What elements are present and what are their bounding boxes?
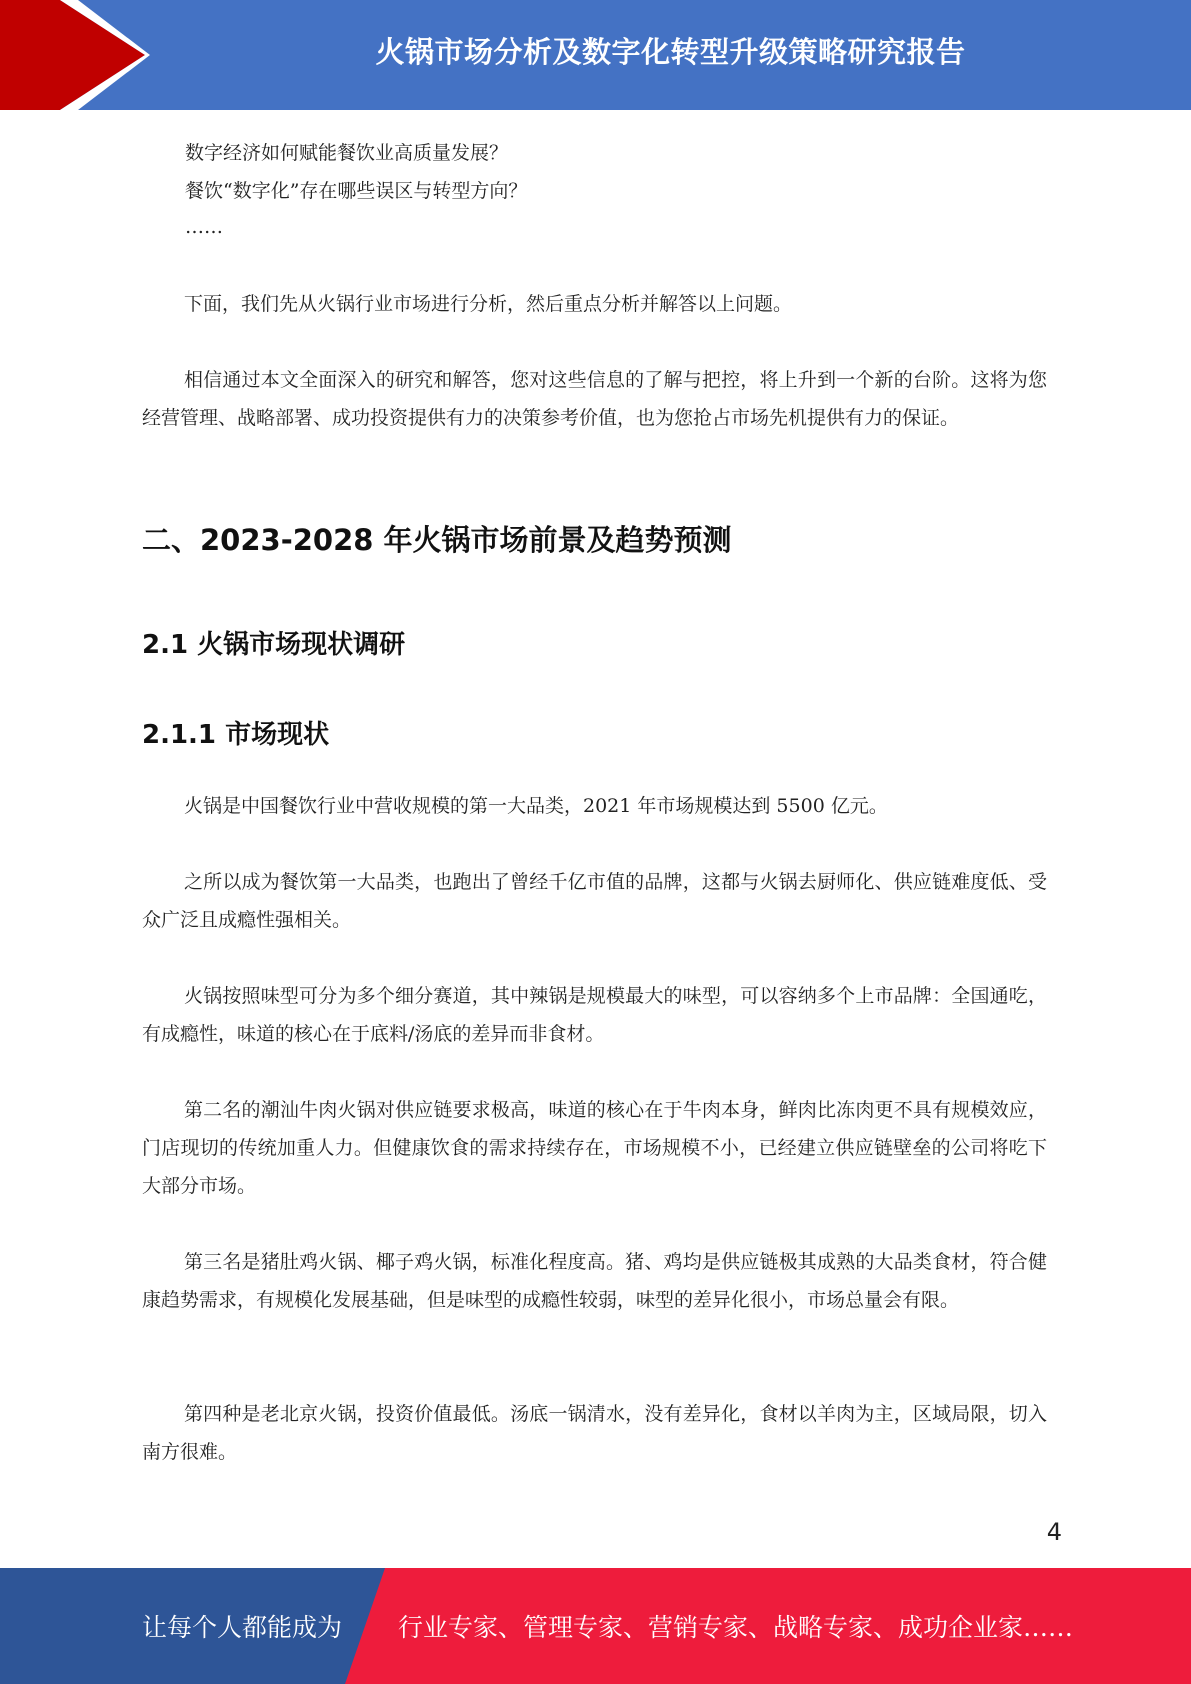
footer-slogan-left: 让每个人都能成为	[142, 1613, 343, 1642]
footer-slogan-right: 行业专家、管理专家、营销专家、战略专家、成功企业家……	[398, 1613, 1074, 1642]
header-title: 火锅市场分析及数字化转型升级策略研究报告	[375, 34, 966, 69]
intro-question-2: 餐饮“数字化”存在哪些误区与转型方向？	[185, 180, 528, 202]
intro-question-1: 数字经济如何赋能餐饮业高质量发展？	[185, 142, 509, 164]
body-paragraph-4: 第二名的潮汕牛肉火锅对供应链要求极高，味道的核心在于牛肉本身，鲜肉比冻肉更不具有规模效应，门店现切的传统加重人力。但健康饮食的需求持续存在，市场规模不小，已经建立供应链壁垒的公司将吃下大部分市场。	[142, 1099, 1047, 1197]
page-header	[0, 0, 1191, 110]
body-paragraph-3: 火锅按照味型可分为多个细分赛道，其中辣锅是规模最大的味型，可以容纳多个上市品牌：全国通吃，有成瘾性，味道的核心在于底料/汤底的差异而非食材。	[142, 985, 1047, 1045]
body-paragraph-2: 之所以成为餐饮第一大品类，也跑出了曾经千亿市值的品牌，这都与火锅去厨师化、供应链难度低、受众广泛且成瘾性强相关。	[142, 871, 1047, 931]
page-footer	[0, 1568, 1191, 1684]
intro-ellipsis: ……	[185, 216, 223, 238]
body-paragraph-1: 火锅是中国餐饮行业中营收规模的第一大品类，2021 年市场规模达到 5500 亿元。	[184, 795, 888, 817]
body-paragraph-6: 第四种是老北京火锅，投资价值最低。汤底一锅清水，没有差异化，食材以羊肉为主，区域局限，切入南方很难。	[142, 1403, 1047, 1463]
sub-heading: 2.1 火锅市场现状调研	[142, 630, 406, 660]
page-number: 4	[1046, 1518, 1062, 1546]
intro-paragraph-1: 下面，我们先从火锅行业市场进行分析，然后重点分析并解答以上问题。	[184, 293, 793, 315]
sub-sub-heading: 2.1.1 市场现状	[142, 720, 330, 750]
body-paragraph-5: 第三名是猪肚鸡火锅、椰子鸡火锅，标准化程度高。猪、鸡均是供应链极其成熟的大品类食材，符合健康趋势需求，有规模化发展基础，但是味型的成瘾性较弱，味型的差异化很小，市场总量会有限。	[142, 1251, 1047, 1311]
section-heading: 二、2023-2028 年火锅市场前景及趋势预测	[142, 523, 732, 557]
intro-paragraph-2: 相信通过本文全面深入的研究和解答，您对这些信息的了解与把控，将上升到一个新的台阶。这将为您经营管理、战略部署、成功投资提供有力的决策参考价值，也为您抢占市场先机提供有力的保证。	[142, 369, 1047, 429]
